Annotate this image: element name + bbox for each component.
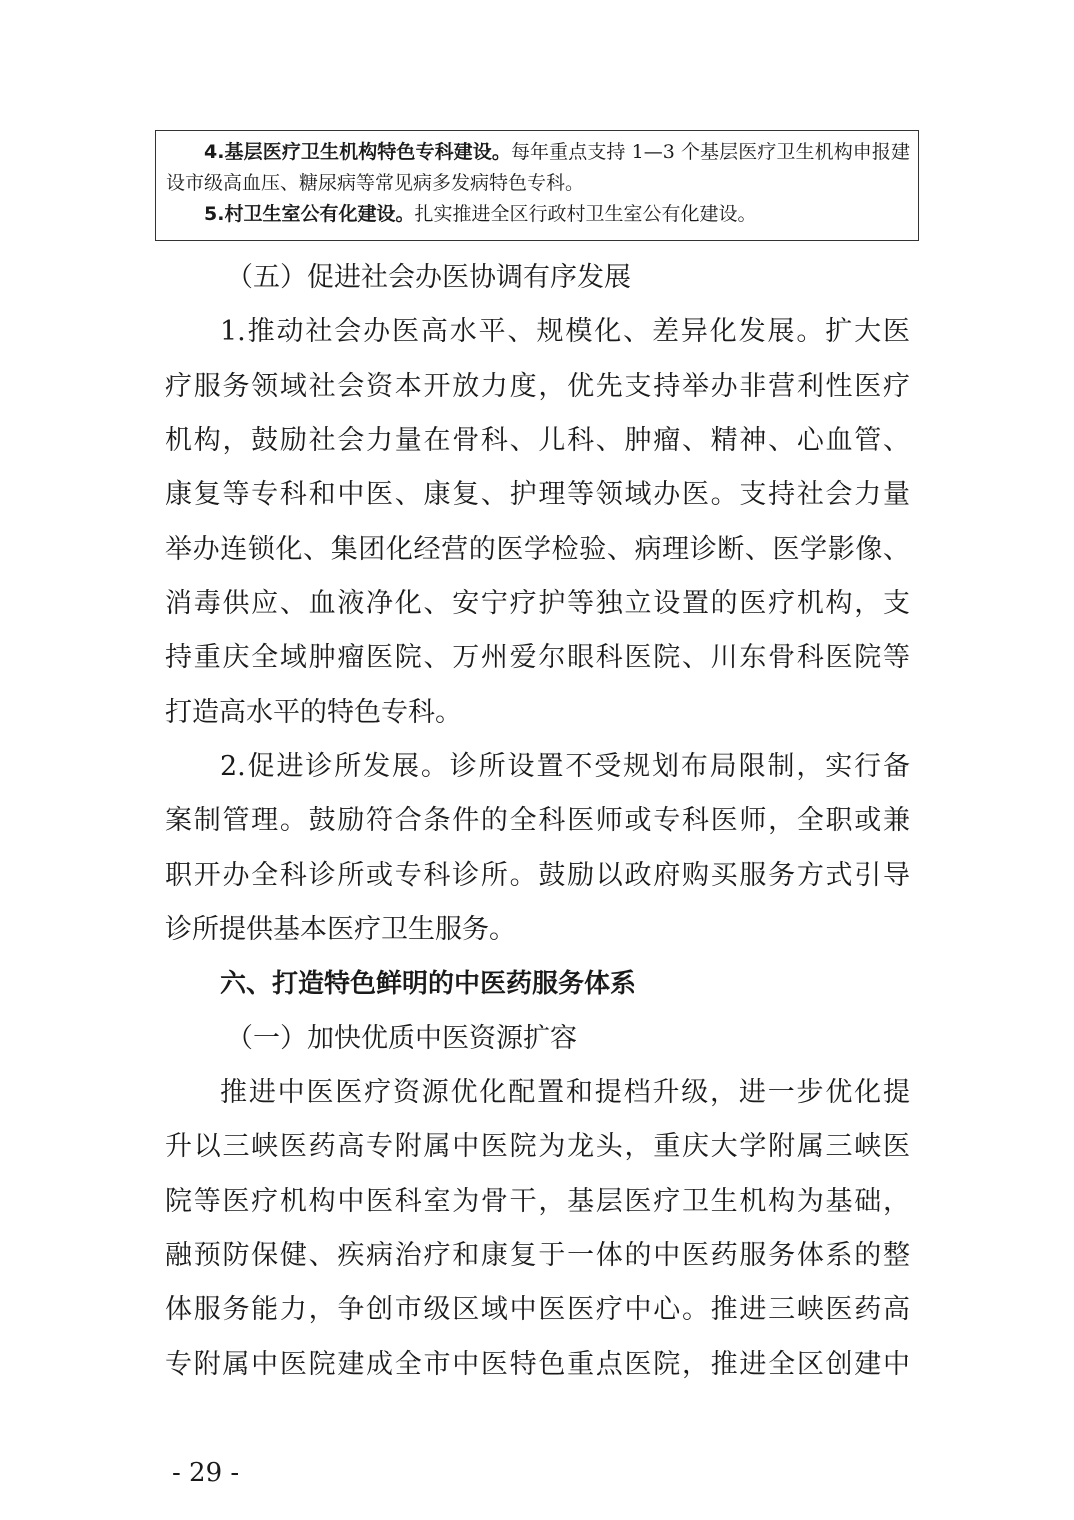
body-line: 案制管理。鼓励符合条件的全科医师或专科医师，全职或兼	[165, 805, 910, 836]
page-number: - 29 -	[172, 1458, 240, 1488]
box-item-4	[166, 137, 910, 199]
body-line: 2.促进诊所发展。诊所设置不受规划布局限制，实行备	[220, 751, 910, 782]
body-line: 体服务能力，争创市级区域中医医疗中心。推进三峡医药高	[165, 1294, 910, 1325]
body-line: 1.推动社会办医高水平、规模化、差异化发展。扩大医	[220, 316, 910, 347]
body-line: 职开办全科诊所或专科诊所。鼓励以政府购买服务方式引导	[165, 860, 910, 891]
body-line: 升以三峡医药高专附属中医院为龙头，重庆大学附属三峡医	[165, 1131, 910, 1162]
box-item-4-title: 4.基层医疗卫生机构特色专科建设。	[204, 141, 511, 163]
body-line: 推进中医医疗资源优化配置和提档升级，进一步优化提	[220, 1077, 910, 1108]
body-line: 疗服务领域社会资本开放力度，优先支持举办非营利性医疗	[165, 371, 910, 402]
box-item-5-title: 5.村卫生室公有化建设。	[204, 203, 415, 225]
body-line: 打造高水平的特色专科。	[165, 697, 462, 728]
body-line: 机构，鼓励社会力量在骨科、儿科、肿瘤、精神、心血管、	[165, 425, 910, 456]
body-line: 持重庆全域肿瘤医院、万州爱尔眼科医院、川东骨科医院等	[165, 642, 910, 673]
section-heading-1: （一）加快优质中医资源扩容	[226, 1023, 577, 1054]
section-heading-5: （五）促进社会办医协调有序发展	[226, 262, 631, 293]
body-line: 消毒供应、血液净化、安宁疗护等独立设置的医疗机构，支	[165, 588, 910, 619]
box-item-4-text: 每年重点支持 1—3 个基层医疗卫生机构申报建设市级高血压、糖尿病等常见病多发病特色专科。	[166, 141, 910, 194]
body-line: 康复等专科和中医、康复、护理等领域办医。支持社会力量	[165, 479, 910, 510]
box-item-5-text: 扎实推进全区行政村卫生室公有化建设。	[414, 203, 757, 225]
box-item-5	[166, 199, 910, 230]
body-line: 诊所提供基本医疗卫生服务。	[165, 914, 516, 945]
body-line: 专附属中医院建成全市中医特色重点医院，推进全区创建中	[165, 1349, 910, 1380]
body-line: 融预防保健、疾病治疗和康复于一体的中医药服务体系的整	[165, 1240, 910, 1271]
body-line: 院等医疗机构中医科室为骨干，基层医疗卫生机构为基础，	[165, 1186, 910, 1217]
chapter-heading-6: 六、打造特色鲜明的中医药服务体系	[220, 969, 637, 999]
task-box	[155, 130, 919, 241]
body-line: 举办连锁化、集团化经营的医学检验、病理诊断、医学影像、	[165, 534, 910, 565]
